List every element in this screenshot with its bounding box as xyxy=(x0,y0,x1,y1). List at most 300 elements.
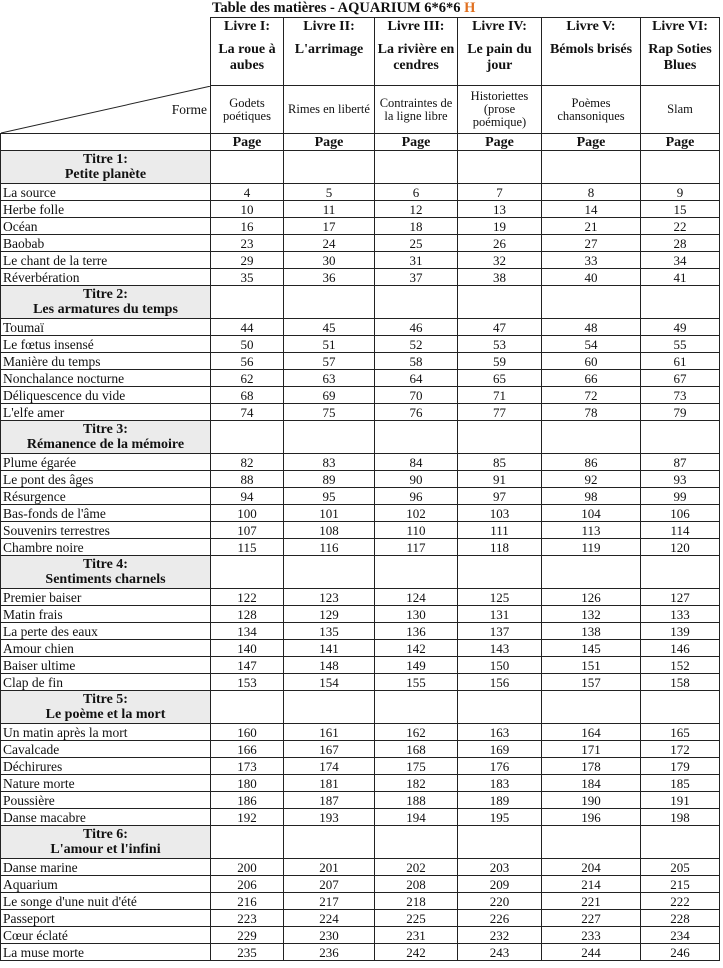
page-number: 32 xyxy=(458,252,542,269)
page-number: 133 xyxy=(641,606,720,623)
page-number: 174 xyxy=(284,758,375,775)
poem-title: Baobab xyxy=(1,235,211,252)
section-number: Titre 5: xyxy=(83,692,128,707)
page-number: 90 xyxy=(375,471,458,488)
page-number: 154 xyxy=(284,674,375,691)
page-number: 201 xyxy=(284,859,375,876)
page-number: 124 xyxy=(375,589,458,606)
section-empty-cell xyxy=(284,151,375,184)
table-row xyxy=(1,387,720,404)
page-number: 122 xyxy=(211,589,284,606)
page-number: 17 xyxy=(284,218,375,235)
page-number: 131 xyxy=(458,606,542,623)
section-number: Titre 3: xyxy=(83,422,128,437)
table-row xyxy=(1,910,720,927)
page-column-label: Page xyxy=(542,134,641,151)
poem-title: Baiser ultime xyxy=(1,657,211,674)
section-title xyxy=(1,556,211,589)
page-number: 207 xyxy=(284,876,375,893)
page-number: 187 xyxy=(284,792,375,809)
poem-title: La muse morte xyxy=(1,944,211,961)
section-name: L'amour et l'infini xyxy=(50,842,161,857)
page-number: 153 xyxy=(211,674,284,691)
page-number: 150 xyxy=(458,657,542,674)
page-number: 185 xyxy=(641,775,720,792)
page-number: 136 xyxy=(375,623,458,640)
page-number: 75 xyxy=(284,404,375,421)
table-row xyxy=(1,927,720,944)
section-number: Titre 2: xyxy=(83,287,128,302)
poem-title: Déchirures xyxy=(1,758,211,775)
poem-title: Cœur éclaté xyxy=(1,927,211,944)
page-number: 229 xyxy=(211,927,284,944)
page-number: 101 xyxy=(284,505,375,522)
table-row xyxy=(1,488,720,505)
page-number: 27 xyxy=(542,235,641,252)
page-number: 138 xyxy=(542,623,641,640)
page-number: 97 xyxy=(458,488,542,505)
page-number: 209 xyxy=(458,876,542,893)
table-row xyxy=(1,370,720,387)
page-number: 11 xyxy=(284,201,375,218)
book-header xyxy=(458,18,542,86)
section-name: Le poème et la mort xyxy=(45,707,166,722)
page-number: 29 xyxy=(211,252,284,269)
page-number: 28 xyxy=(641,235,720,252)
section-empty-cell xyxy=(211,286,284,319)
page-number: 82 xyxy=(211,454,284,471)
section-empty-cell xyxy=(542,826,641,859)
page-number: 91 xyxy=(458,471,542,488)
section-empty-cell xyxy=(375,421,458,454)
page-number: 181 xyxy=(284,775,375,792)
page-number: 56 xyxy=(211,353,284,370)
section-empty-cell xyxy=(641,151,720,184)
page-number: 179 xyxy=(641,758,720,775)
page-number: 41 xyxy=(641,269,720,286)
page-number: 66 xyxy=(542,370,641,387)
page-number: 193 xyxy=(284,809,375,826)
section-row xyxy=(1,691,720,724)
title-mark: H xyxy=(464,0,476,16)
page-number: 171 xyxy=(542,741,641,758)
section-row xyxy=(1,421,720,454)
section-row xyxy=(1,826,720,859)
poem-title: Herbe folle xyxy=(1,201,211,218)
page-label-blank xyxy=(1,134,211,151)
page-column-label: Page xyxy=(375,134,458,151)
page-number: 146 xyxy=(641,640,720,657)
page-number: 53 xyxy=(458,336,542,353)
table-row xyxy=(1,522,720,539)
page-number: 31 xyxy=(375,252,458,269)
page-number: 198 xyxy=(641,809,720,826)
page-number: 111 xyxy=(458,522,542,539)
section-empty-cell xyxy=(458,286,542,319)
forme-label-cell xyxy=(1,86,211,134)
section-empty-cell xyxy=(542,691,641,724)
page-number: 152 xyxy=(641,657,720,674)
table-row xyxy=(1,792,720,809)
page-number: 70 xyxy=(375,387,458,404)
page-number: 26 xyxy=(458,235,542,252)
section-empty-cell xyxy=(284,691,375,724)
table-row xyxy=(1,353,720,370)
section-title xyxy=(1,421,211,454)
header-row-forme xyxy=(1,86,720,134)
page-number: 165 xyxy=(641,724,720,741)
page-number: 113 xyxy=(542,522,641,539)
table-row xyxy=(1,184,720,201)
page-number: 214 xyxy=(542,876,641,893)
section-title xyxy=(1,151,211,184)
book-forme: Slam xyxy=(641,86,720,134)
page-number: 216 xyxy=(211,893,284,910)
page-number: 50 xyxy=(211,336,284,353)
book-number: Livre V: xyxy=(566,19,616,34)
page-number: 202 xyxy=(375,859,458,876)
page-number: 79 xyxy=(641,404,720,421)
page-number: 96 xyxy=(375,488,458,505)
page-number: 4 xyxy=(211,184,284,201)
page-number: 16 xyxy=(211,218,284,235)
book-title: La rivière en cendres xyxy=(377,42,455,73)
page-number: 52 xyxy=(375,336,458,353)
forme-label: Forme xyxy=(171,101,207,117)
page-number: 215 xyxy=(641,876,720,893)
table-row xyxy=(1,589,720,606)
page-number: 86 xyxy=(542,454,641,471)
section-empty-cell xyxy=(211,691,284,724)
page-number: 99 xyxy=(641,488,720,505)
poem-title: La perte des eaux xyxy=(1,623,211,640)
page-number: 93 xyxy=(641,471,720,488)
page-column-label: Page xyxy=(284,134,375,151)
section-empty-cell xyxy=(542,556,641,589)
section-empty-cell xyxy=(284,286,375,319)
page-number: 231 xyxy=(375,927,458,944)
page-number: 149 xyxy=(375,657,458,674)
page-number: 147 xyxy=(211,657,284,674)
page-number: 9 xyxy=(641,184,720,201)
page-number: 221 xyxy=(542,893,641,910)
page-number: 48 xyxy=(542,319,641,336)
poem-title: Le fœtus insensé xyxy=(1,336,211,353)
header-row-page xyxy=(1,134,720,151)
page-number: 191 xyxy=(641,792,720,809)
page-number: 106 xyxy=(641,505,720,522)
section-empty-cell xyxy=(375,826,458,859)
book-header xyxy=(211,18,284,86)
page-number: 158 xyxy=(641,674,720,691)
table-row xyxy=(1,454,720,471)
header-corner-blank xyxy=(1,18,211,86)
poem-title: Amour chien xyxy=(1,640,211,657)
page-number: 128 xyxy=(211,606,284,623)
page-number: 58 xyxy=(375,353,458,370)
table-row xyxy=(1,336,720,353)
page-number: 13 xyxy=(458,201,542,218)
poem-title: La source xyxy=(1,184,211,201)
page-number: 142 xyxy=(375,640,458,657)
section-empty-cell xyxy=(375,286,458,319)
section-empty-cell xyxy=(641,556,720,589)
page-number: 168 xyxy=(375,741,458,758)
page-number: 60 xyxy=(542,353,641,370)
page-number: 218 xyxy=(375,893,458,910)
book-title: L'arrimage xyxy=(294,42,364,57)
section-empty-cell xyxy=(458,691,542,724)
title-text: Table des matières - AQUARIUM 6*6*6 xyxy=(212,0,465,16)
page-number: 87 xyxy=(641,454,720,471)
section-empty-cell xyxy=(458,421,542,454)
section-title xyxy=(1,826,211,859)
page-number: 143 xyxy=(458,640,542,657)
table-row xyxy=(1,775,720,792)
page-number: 7 xyxy=(458,184,542,201)
page-number: 169 xyxy=(458,741,542,758)
page-number: 51 xyxy=(284,336,375,353)
book-forme: Poèmes chansoniques xyxy=(542,86,641,134)
page-number: 135 xyxy=(284,623,375,640)
book-number: Livre IV: xyxy=(472,19,527,34)
page-number: 45 xyxy=(284,319,375,336)
page-number: 225 xyxy=(375,910,458,927)
section-name: Les armatures du temps xyxy=(33,302,178,317)
section-empty-cell xyxy=(458,151,542,184)
poem-title: Plume égarée xyxy=(1,454,211,471)
table-row xyxy=(1,623,720,640)
section-title xyxy=(1,691,211,724)
book-forme: Godets poétiques xyxy=(211,86,284,134)
page-number: 115 xyxy=(211,539,284,556)
page-number: 23 xyxy=(211,235,284,252)
page-number: 228 xyxy=(641,910,720,927)
poem-title: Résurgence xyxy=(1,488,211,505)
page-number: 242 xyxy=(375,944,458,961)
page-number: 200 xyxy=(211,859,284,876)
page-number: 65 xyxy=(458,370,542,387)
poem-title: Chambre noire xyxy=(1,539,211,556)
table-row xyxy=(1,235,720,252)
page-number: 49 xyxy=(641,319,720,336)
page-number: 89 xyxy=(284,471,375,488)
table-row xyxy=(1,893,720,910)
page-number: 110 xyxy=(375,522,458,539)
page-number: 14 xyxy=(542,201,641,218)
poem-title: Aquarium xyxy=(1,876,211,893)
page-number: 37 xyxy=(375,269,458,286)
page-number: 119 xyxy=(542,539,641,556)
table-row xyxy=(1,269,720,286)
page-number: 12 xyxy=(375,201,458,218)
page-number: 85 xyxy=(458,454,542,471)
table-row xyxy=(1,606,720,623)
section-empty-cell xyxy=(641,421,720,454)
page-number: 125 xyxy=(458,589,542,606)
page-number: 208 xyxy=(375,876,458,893)
page-number: 167 xyxy=(284,741,375,758)
page-number: 166 xyxy=(211,741,284,758)
page-number: 184 xyxy=(542,775,641,792)
page-number: 156 xyxy=(458,674,542,691)
page-number: 5 xyxy=(284,184,375,201)
section-name: Petite planète xyxy=(64,167,147,182)
page-number: 123 xyxy=(284,589,375,606)
poem-title: Nonchalance nocturne xyxy=(1,370,211,387)
poem-title: L'elfe amer xyxy=(1,404,211,421)
poem-title: Toumaï xyxy=(1,319,211,336)
page-number: 68 xyxy=(211,387,284,404)
book-title: Bémols brisés xyxy=(549,42,633,57)
section-row xyxy=(1,151,720,184)
section-row xyxy=(1,286,720,319)
page-number: 15 xyxy=(641,201,720,218)
page-number: 120 xyxy=(641,539,720,556)
page-number: 206 xyxy=(211,876,284,893)
poem-title: Cavalcade xyxy=(1,741,211,758)
table-row xyxy=(1,657,720,674)
page-number: 192 xyxy=(211,809,284,826)
poem-title: Danse macabre xyxy=(1,809,211,826)
page-number: 195 xyxy=(458,809,542,826)
poem-title: Manière du temps xyxy=(1,353,211,370)
book-title: La roue à aubes xyxy=(218,42,276,73)
poem-title: Déliquescence du vide xyxy=(1,387,211,404)
section-empty-cell xyxy=(542,286,641,319)
header-row-books xyxy=(1,18,720,86)
page-number: 160 xyxy=(211,724,284,741)
page-number: 220 xyxy=(458,893,542,910)
page-number: 116 xyxy=(284,539,375,556)
page-number: 203 xyxy=(458,859,542,876)
page-number: 30 xyxy=(284,252,375,269)
section-number: Titre 4: xyxy=(83,557,128,572)
table-row xyxy=(1,859,720,876)
page-number: 84 xyxy=(375,454,458,471)
page-number: 18 xyxy=(375,218,458,235)
book-number: Livre III: xyxy=(387,19,445,34)
table-row xyxy=(1,471,720,488)
book-forme: Rimes en liberté xyxy=(284,86,375,134)
page-number: 38 xyxy=(458,269,542,286)
section-empty-cell xyxy=(284,556,375,589)
page-number: 36 xyxy=(284,269,375,286)
table-row xyxy=(1,201,720,218)
poem-title: Le pont des âges xyxy=(1,471,211,488)
page-number: 183 xyxy=(458,775,542,792)
page-number: 129 xyxy=(284,606,375,623)
page-number: 226 xyxy=(458,910,542,927)
poem-title: Matin frais xyxy=(1,606,211,623)
book-forme: Historiettes (prose poémique) xyxy=(458,86,542,134)
table-of-contents xyxy=(0,17,720,961)
poem-title: Passeport xyxy=(1,910,211,927)
table-row xyxy=(1,539,720,556)
page-number: 40 xyxy=(542,269,641,286)
section-empty-cell xyxy=(458,826,542,859)
page-number: 62 xyxy=(211,370,284,387)
poem-title: Un matin après la mort xyxy=(1,724,211,741)
page-number: 130 xyxy=(375,606,458,623)
page-number: 73 xyxy=(641,387,720,404)
book-number: Livre I: xyxy=(223,19,270,34)
poem-title: Océan xyxy=(1,218,211,235)
page-number: 61 xyxy=(641,353,720,370)
book-header xyxy=(542,18,641,86)
page-number: 77 xyxy=(458,404,542,421)
page-number: 234 xyxy=(641,927,720,944)
page-number: 182 xyxy=(375,775,458,792)
poem-title: Poussière xyxy=(1,792,211,809)
poem-title: Clap de fin xyxy=(1,674,211,691)
table-row xyxy=(1,724,720,741)
page-number: 188 xyxy=(375,792,458,809)
table-row xyxy=(1,809,720,826)
poem-title: Danse marine xyxy=(1,859,211,876)
page-number: 104 xyxy=(542,505,641,522)
table-row xyxy=(1,404,720,421)
page-number: 19 xyxy=(458,218,542,235)
page-number: 34 xyxy=(641,252,720,269)
page-number: 88 xyxy=(211,471,284,488)
section-empty-cell xyxy=(284,826,375,859)
table-row xyxy=(1,505,720,522)
page-number: 127 xyxy=(641,589,720,606)
page-number: 44 xyxy=(211,319,284,336)
section-number: Titre 6: xyxy=(83,827,128,842)
book-forme: Contraintes de la ligne libre xyxy=(375,86,458,134)
page-number: 178 xyxy=(542,758,641,775)
book-title: Rap Soties Blues xyxy=(648,42,712,73)
poem-title: Le chant de la terre xyxy=(1,252,211,269)
page-number: 157 xyxy=(542,674,641,691)
page-number: 141 xyxy=(284,640,375,657)
page-number: 190 xyxy=(542,792,641,809)
page-number: 59 xyxy=(458,353,542,370)
section-empty-cell xyxy=(375,556,458,589)
page-number: 114 xyxy=(641,522,720,539)
poem-title: Souvenirs terrestres xyxy=(1,522,211,539)
book-number: Livre VI: xyxy=(652,19,708,34)
poem-title: Premier baiser xyxy=(1,589,211,606)
page-number: 69 xyxy=(284,387,375,404)
page-number: 176 xyxy=(458,758,542,775)
section-empty-cell xyxy=(284,421,375,454)
section-name: Sentiments charnels xyxy=(45,572,166,587)
diagonal-divider xyxy=(1,86,211,134)
section-number: Titre 1: xyxy=(83,152,128,167)
page-number: 8 xyxy=(542,184,641,201)
page-number: 67 xyxy=(641,370,720,387)
table-row xyxy=(1,674,720,691)
page-number: 92 xyxy=(542,471,641,488)
book-header xyxy=(641,18,720,86)
poem-title: Réverbération xyxy=(1,269,211,286)
page-number: 71 xyxy=(458,387,542,404)
table-row xyxy=(1,218,720,235)
page-number: 148 xyxy=(284,657,375,674)
book-header xyxy=(375,18,458,86)
section-empty-cell xyxy=(542,421,641,454)
section-row xyxy=(1,556,720,589)
page-number: 186 xyxy=(211,792,284,809)
section-empty-cell xyxy=(458,556,542,589)
page-number: 100 xyxy=(211,505,284,522)
book-number: Livre II: xyxy=(303,19,355,34)
table-row xyxy=(1,252,720,269)
page-number: 107 xyxy=(211,522,284,539)
